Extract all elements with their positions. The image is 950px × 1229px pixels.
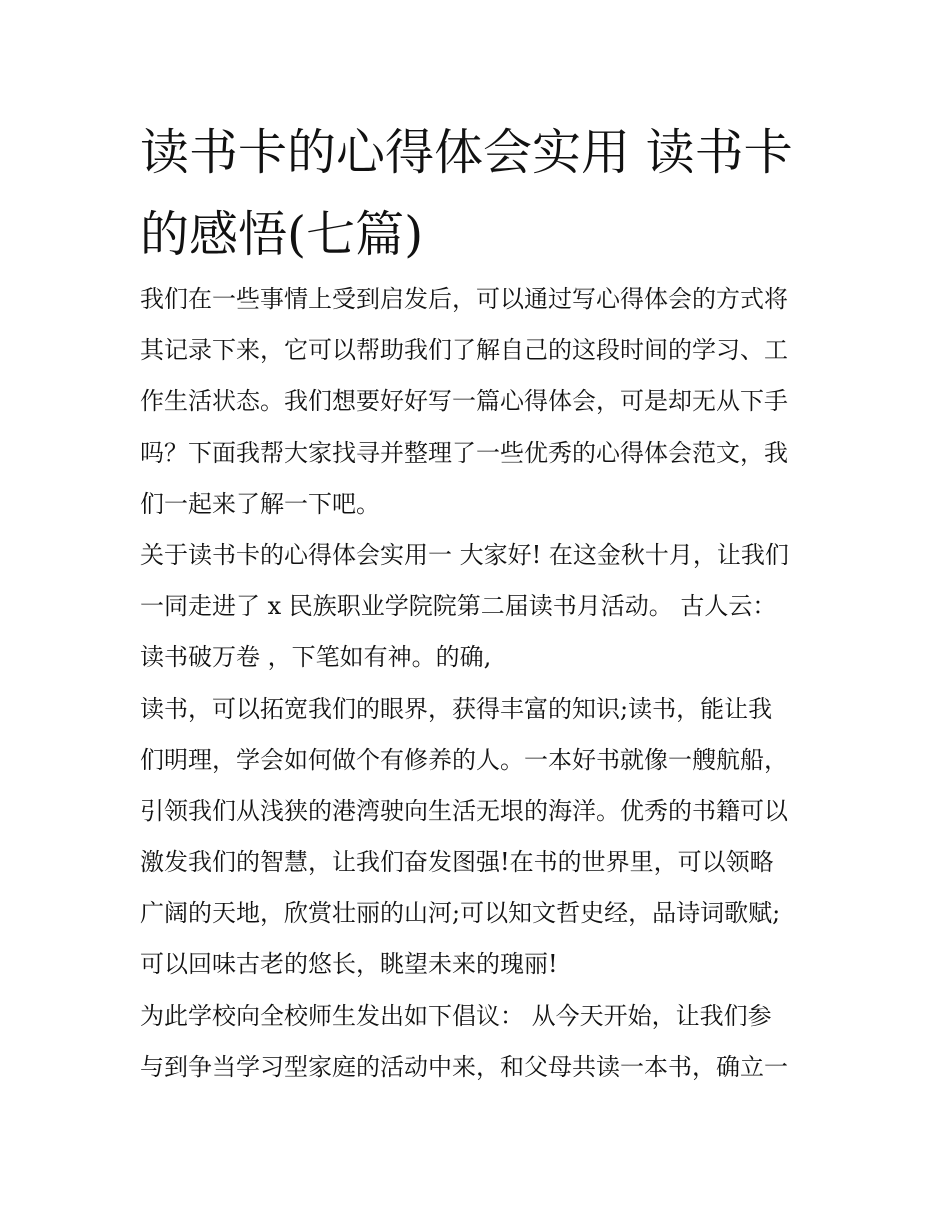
body-line-10: 们明理，学会如何做个有修养的人。一本好书就像一艘航船，	[140, 745, 788, 774]
title-line-2: 的感悟(七篇)	[140, 206, 424, 263]
body-line-14: 可以回味古老的悠长，眺望未来的瑰丽!	[140, 950, 558, 979]
body-line-9: 读书，可以拓宽我们的眼界，获得丰富的知识;读书，能让我	[140, 694, 773, 723]
body-line-7: 一同走进了 x 民族职业学院院第二届读书月活动。 古人云：	[140, 592, 777, 621]
body-line-12: 激发我们的智慧，让我们奋发图强!在书的世界里，可以领略	[140, 848, 774, 877]
body-line-4: 吗？下面我帮大家找寻并整理了一些优秀的心得体会范文，我	[140, 438, 788, 467]
body-line-2: 其记录下来，它可以帮助我们了解自己的这段时间的学习、工	[140, 336, 788, 365]
body-line-5: 们一起来了解一下吧。	[140, 489, 380, 518]
title-line-1: 读书卡的心得体会实用 读书卡	[140, 124, 793, 181]
document-title	[140, 112, 820, 276]
body-line-16: 与到争当学习型家庭的活动中来，和父母共读一本书，确立一	[140, 1052, 788, 1081]
body-line-3: 作生活状态。我们想要好好写一篇心得体会，可是却无从下手	[140, 387, 788, 416]
body-line-13: 广阔的天地，欣赏壮丽的山河;可以知文哲史经，品诗词歌赋;	[140, 899, 781, 928]
body-line-8: 读书破万卷 ，下笔如有神。的确,	[140, 643, 492, 672]
document-body	[140, 274, 830, 1093]
body-line-15: 为此学校向全校师生发出如下倡议： 从今天开始，让我们参	[140, 1001, 772, 1030]
body-line-1: 我们在一些事情上受到启发后，可以通过写心得体会的方式将	[140, 285, 788, 313]
body-line-6: 关于读书卡的心得体会实用一 大家好! 在这金秋十月，让我们	[140, 540, 789, 569]
body-line-11: 引领我们从浅狭的港湾驶向生活无垠的海洋。优秀的书籍可以	[140, 796, 788, 825]
